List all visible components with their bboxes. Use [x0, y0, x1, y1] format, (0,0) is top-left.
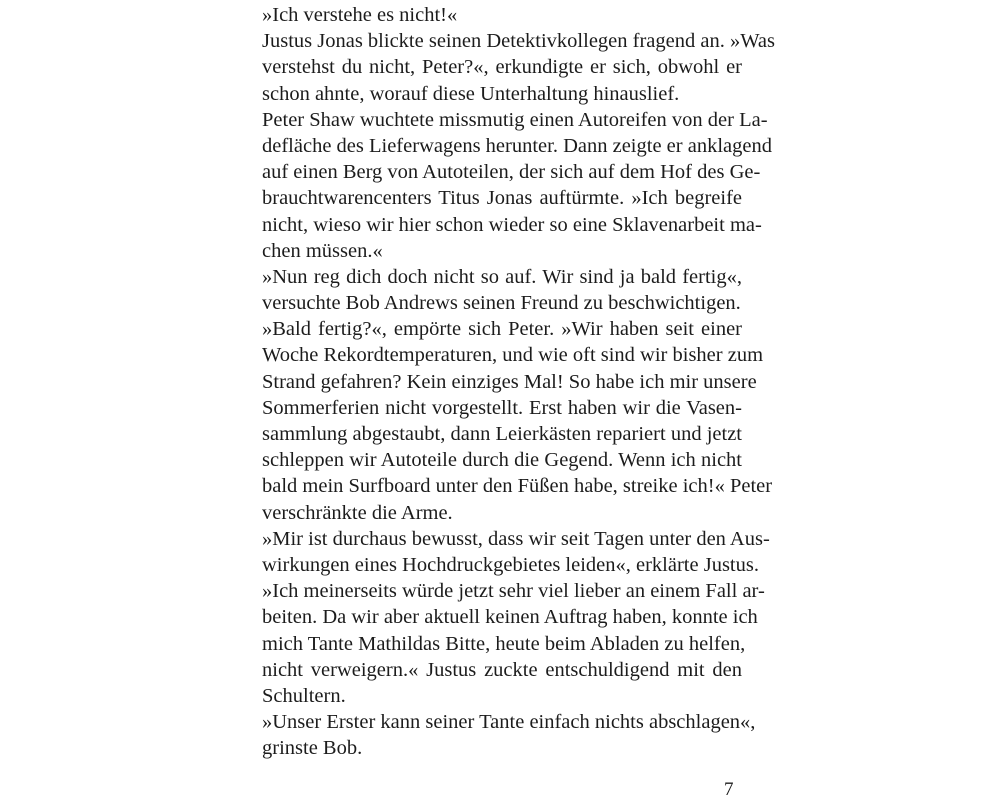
text-line: grinste Bob.: [262, 737, 363, 760]
text-line: nicht, wieso wir hier schon wieder so eine Sklavenarbeit ma-: [262, 213, 762, 236]
text-line: verschränkte die Arme.: [262, 501, 453, 524]
text-line: Justus Jonas blickte seinen Detektivkollegen fragend an. »Was: [262, 30, 776, 53]
text-line: Peter Shaw wuchtete missmutig einen Autoreifen von der La-: [262, 108, 768, 131]
text-line: mich Tante Mathildas Bitte, heute beim Abladen zu helfen,: [262, 632, 746, 655]
page-number: 7: [724, 779, 734, 800]
text-line: brauchtwarencenters Titus Jonas auftürmte. »Ich begreife: [262, 187, 742, 210]
text-line: bald mein Surfboard unter den Füßen habe, streike ich!« Peter: [262, 475, 773, 498]
text-line: wirkungen eines Hochdruckgebietes leiden«, erklärte Justus.: [262, 553, 759, 576]
body-text: [262, 2, 776, 761]
text-line: »Ich verstehe es nicht!«: [262, 4, 458, 26]
text-line: »Mir ist durchaus bewusst, dass wir seit Tagen unter den Aus-: [262, 527, 770, 550]
text-line: »Unser Erster kann seiner Tante einfach nichts abschlagen«,: [262, 711, 756, 734]
text-line: defläche des Lieferwagens herunter. Dann zeigte er anklagend: [262, 134, 772, 157]
text-line: beiten. Da wir aber aktuell keinen Auftrag haben, konnte ich: [262, 606, 758, 629]
text-line: schon ahnte, worauf diese Unterhaltung hinauslief.: [262, 82, 680, 105]
text-line: schleppen wir Autoteile durch die Gegend. Wenn ich nicht: [262, 449, 742, 472]
text-line: »Ich meinerseits würde jetzt sehr viel lieber an einem Fall ar-: [262, 580, 765, 603]
text-line: Strand gefahren? Kein einziges Mal! So habe ich mir unsere: [262, 370, 757, 393]
text-line: nicht verweigern.« Justus zuckte entschuldigend mit den: [262, 658, 742, 681]
text-line: sammlung abgestaubt, dann Leierkästen repariert und jetzt: [262, 423, 742, 445]
text-line: »Bald fertig?«, empörte sich Peter. »Wir haben seit einer: [262, 318, 742, 341]
text-line: chen müssen.«: [262, 239, 383, 262]
text-line: Sommerferien nicht vorgestellt. Erst haben wir die Vasen-: [262, 396, 742, 419]
text-line: Schultern.: [262, 684, 346, 707]
text-line: »Nun reg dich doch nicht so auf. Wir sind ja bald fertig«,: [262, 265, 742, 288]
text-line: Woche Rekordtemperaturen, und wie oft sind wir bisher zum: [262, 344, 764, 367]
text-line: versuchte Bob Andrews seinen Freund zu beschwichtigen.: [262, 292, 741, 315]
text-line: auf einen Berg von Autoteilen, der sich auf dem Hof des Ge-: [262, 161, 761, 184]
text-line: verstehst du nicht, Peter?«, erkundigte er sich, obwohl er: [262, 56, 742, 79]
